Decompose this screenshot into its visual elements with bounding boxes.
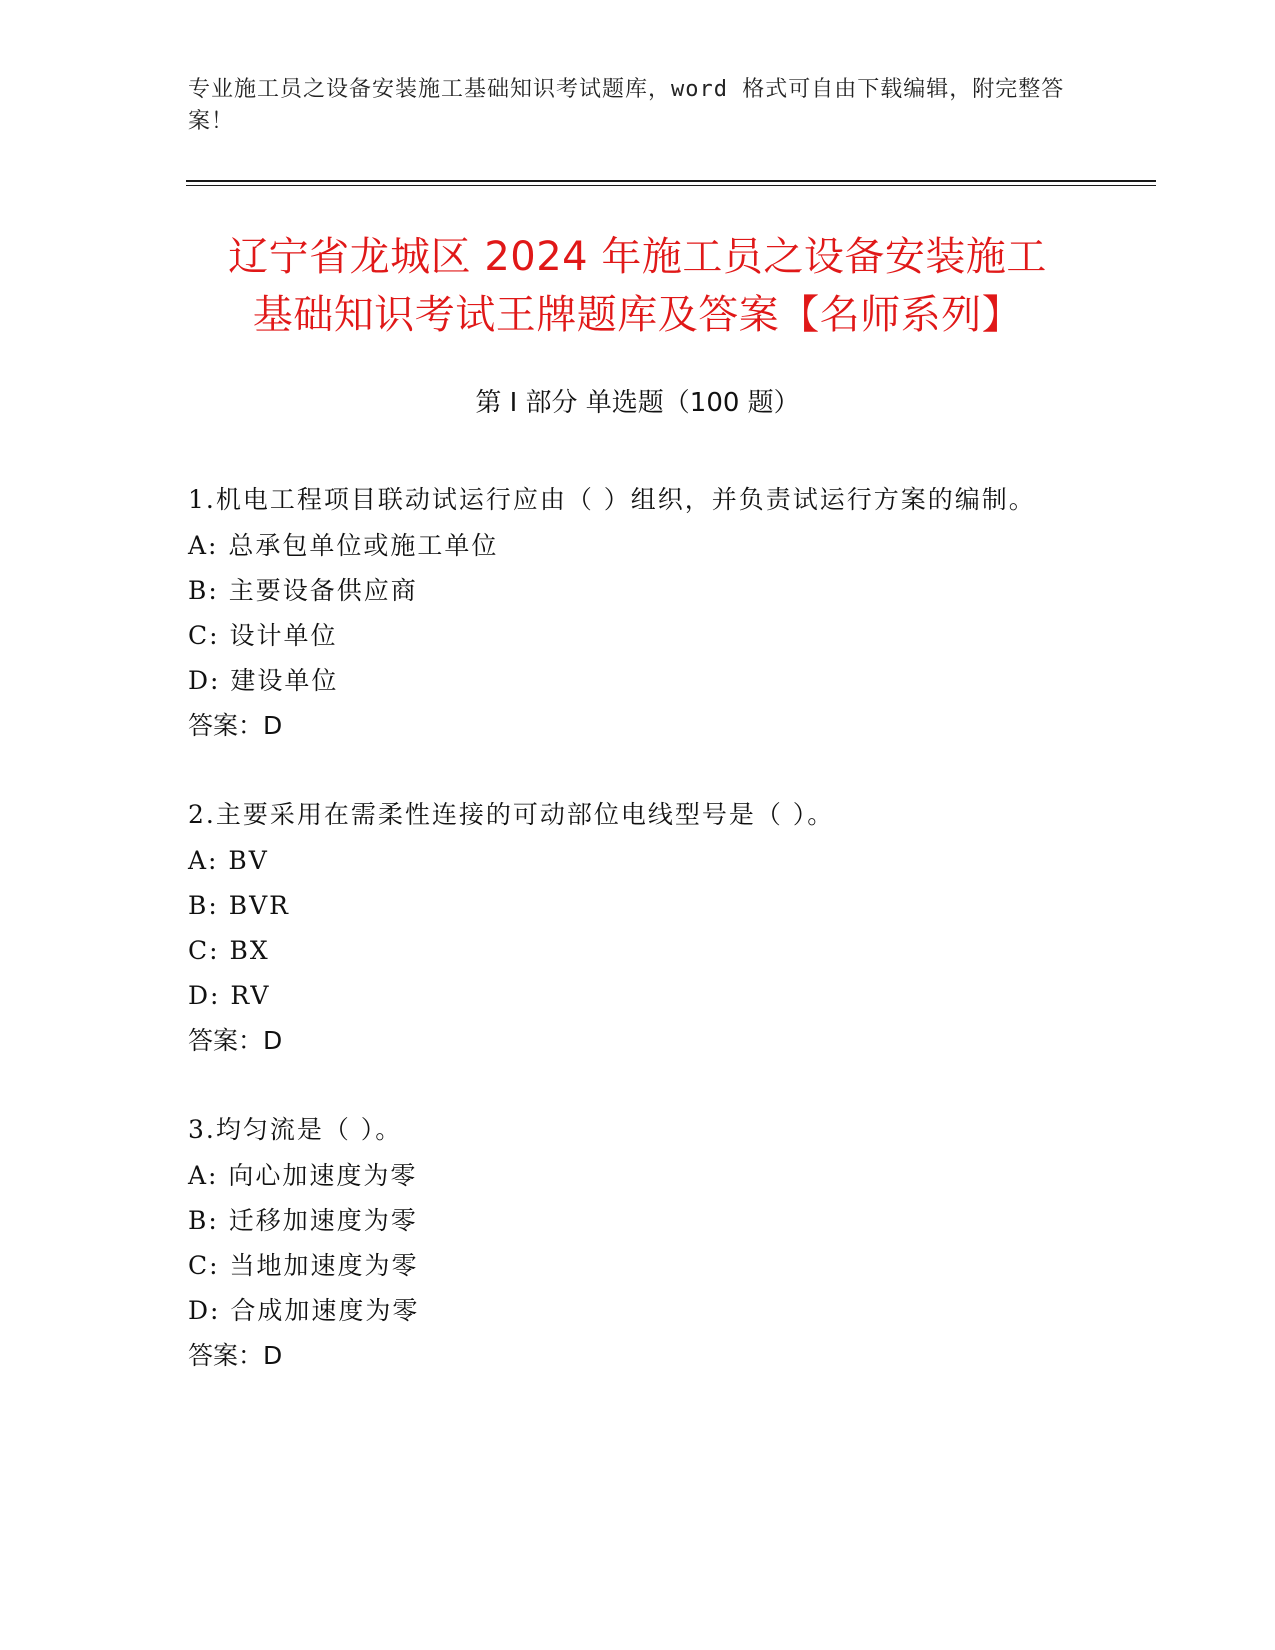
option-b: B: 主要设备供应商 (188, 576, 418, 605)
option-a: A: 向心加速度为零 (188, 1161, 418, 1190)
section-heading: 第 I 部分 单选题（100 题） (475, 388, 800, 418)
question-3 (188, 1106, 1088, 1378)
answer-line: 答案：D (188, 1341, 283, 1370)
question-2 (188, 791, 1088, 1063)
option-c: C: 设计单位 (188, 621, 338, 650)
option-c: C: BX (188, 936, 270, 965)
option-a: A: 总承包单位或施工单位 (188, 531, 499, 560)
question-stem: 3.均匀流是（ ）。 (188, 1115, 403, 1144)
question-spacer (188, 748, 1088, 791)
document-title-line-1: 辽宁省龙城区 2024 年施工员之设备安装施工 (228, 234, 1047, 280)
option-c: C: 当地加速度为零 (188, 1251, 419, 1280)
question-list (188, 476, 1088, 1378)
answer-line: 答案：D (188, 1026, 283, 1055)
answer-line: 答案：D (188, 711, 283, 740)
option-d: D: 建设单位 (188, 666, 339, 695)
question-stem: 1.机电工程项目联动试运行应由（ ）组织，并负责试运行方案的编制。 (188, 485, 1036, 514)
question-stem: 2.主要采用在需柔性连接的可动部位电线型号是（ ）。 (188, 800, 835, 829)
header-divider-thin (186, 185, 1156, 186)
question-spacer (188, 1063, 1088, 1106)
option-b: B: BVR (188, 891, 290, 920)
option-d: D: RV (188, 981, 271, 1010)
document-title-line-2: 基础知识考试王牌题库及答案【名师系列】 (252, 292, 1023, 338)
option-b: B: 迁移加速度为零 (188, 1206, 418, 1235)
option-a: A: BV (188, 846, 269, 875)
header-divider-thick (186, 180, 1156, 182)
option-d: D: 合成加速度为零 (188, 1296, 420, 1325)
document-title (150, 228, 1125, 344)
document-header-note: 专业施工员之设备安装施工基础知识考试题库，word 格式可自由下载编辑，附完整答案！ (188, 77, 1065, 134)
question-1 (188, 476, 1088, 748)
